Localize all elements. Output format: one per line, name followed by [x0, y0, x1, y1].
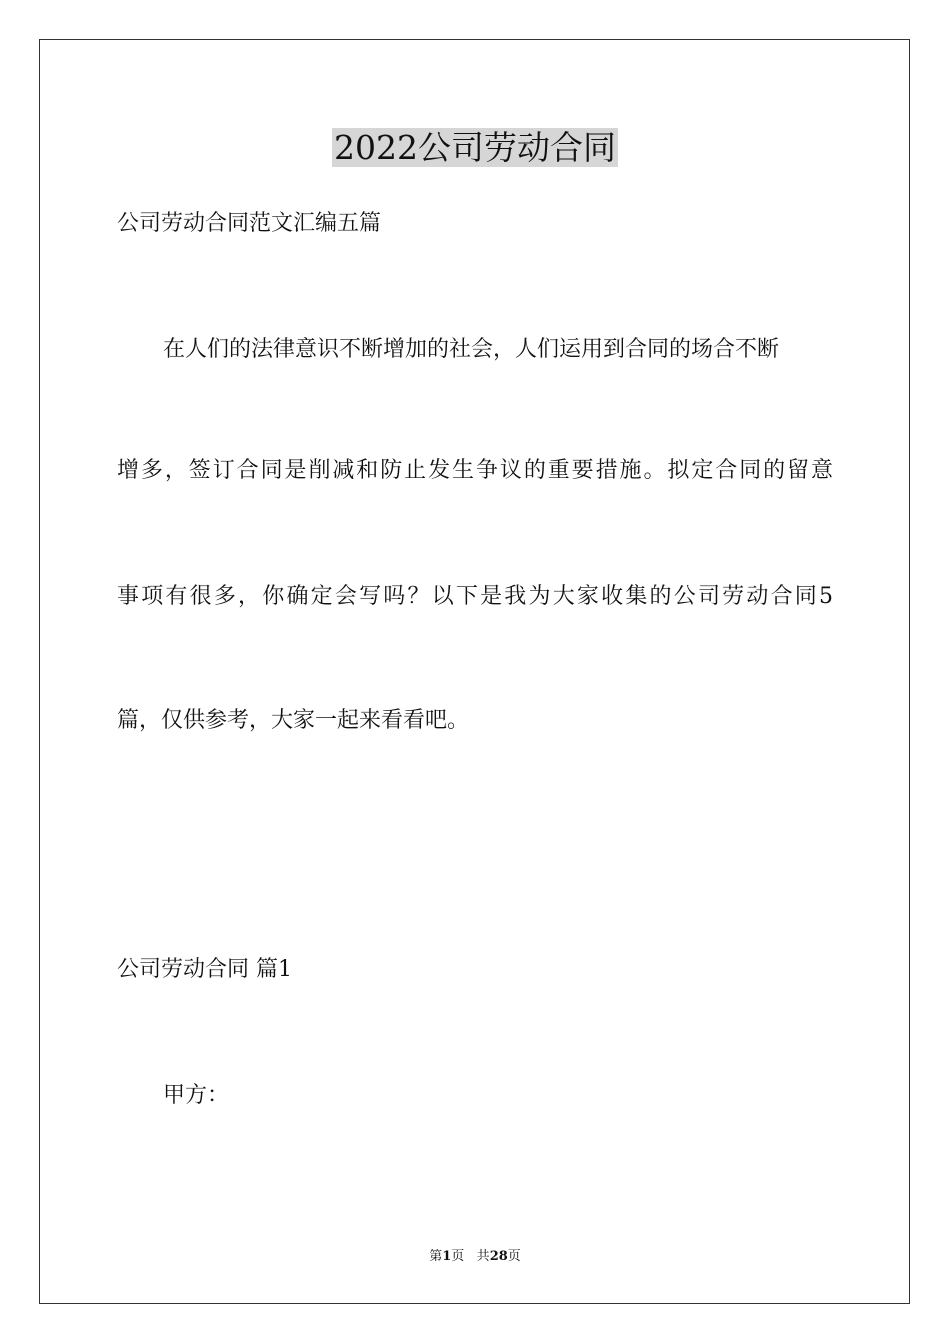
footer-total-pages: 28: [489, 1249, 508, 1264]
footer-page-prefix: 第: [429, 1249, 443, 1264]
intro-line-4: 篇，仅供参考，大家一起来看看吧。: [117, 708, 470, 733]
document-title: [0, 126, 950, 170]
footer-total-unit: 页: [507, 1249, 521, 1264]
intro-line-3: 事项有很多，你确定会写吗？以下是我为大家收集的公司劳动合同5: [117, 584, 833, 609]
document-subtitle: 公司劳动合同范文汇编五篇: [117, 211, 382, 236]
party-a-label: 甲方：: [163, 1083, 230, 1108]
footer-page-number: 1: [442, 1249, 452, 1264]
document-title-text: 2022公司劳动合同: [334, 128, 616, 167]
page-footer: [0, 1248, 950, 1266]
intro-line-1: 在人们的法律意识不断增加的社会，人们运用到合同的场合不断: [163, 337, 780, 362]
footer-total-prefix: 共: [476, 1249, 490, 1264]
footer-page-unit: 页: [451, 1249, 465, 1264]
section-heading: 公司劳动合同 篇1: [117, 957, 292, 982]
intro-line-2: 增多，签订合同是削减和防止发生争议的重要措施。拟定合同的留意: [117, 458, 833, 483]
